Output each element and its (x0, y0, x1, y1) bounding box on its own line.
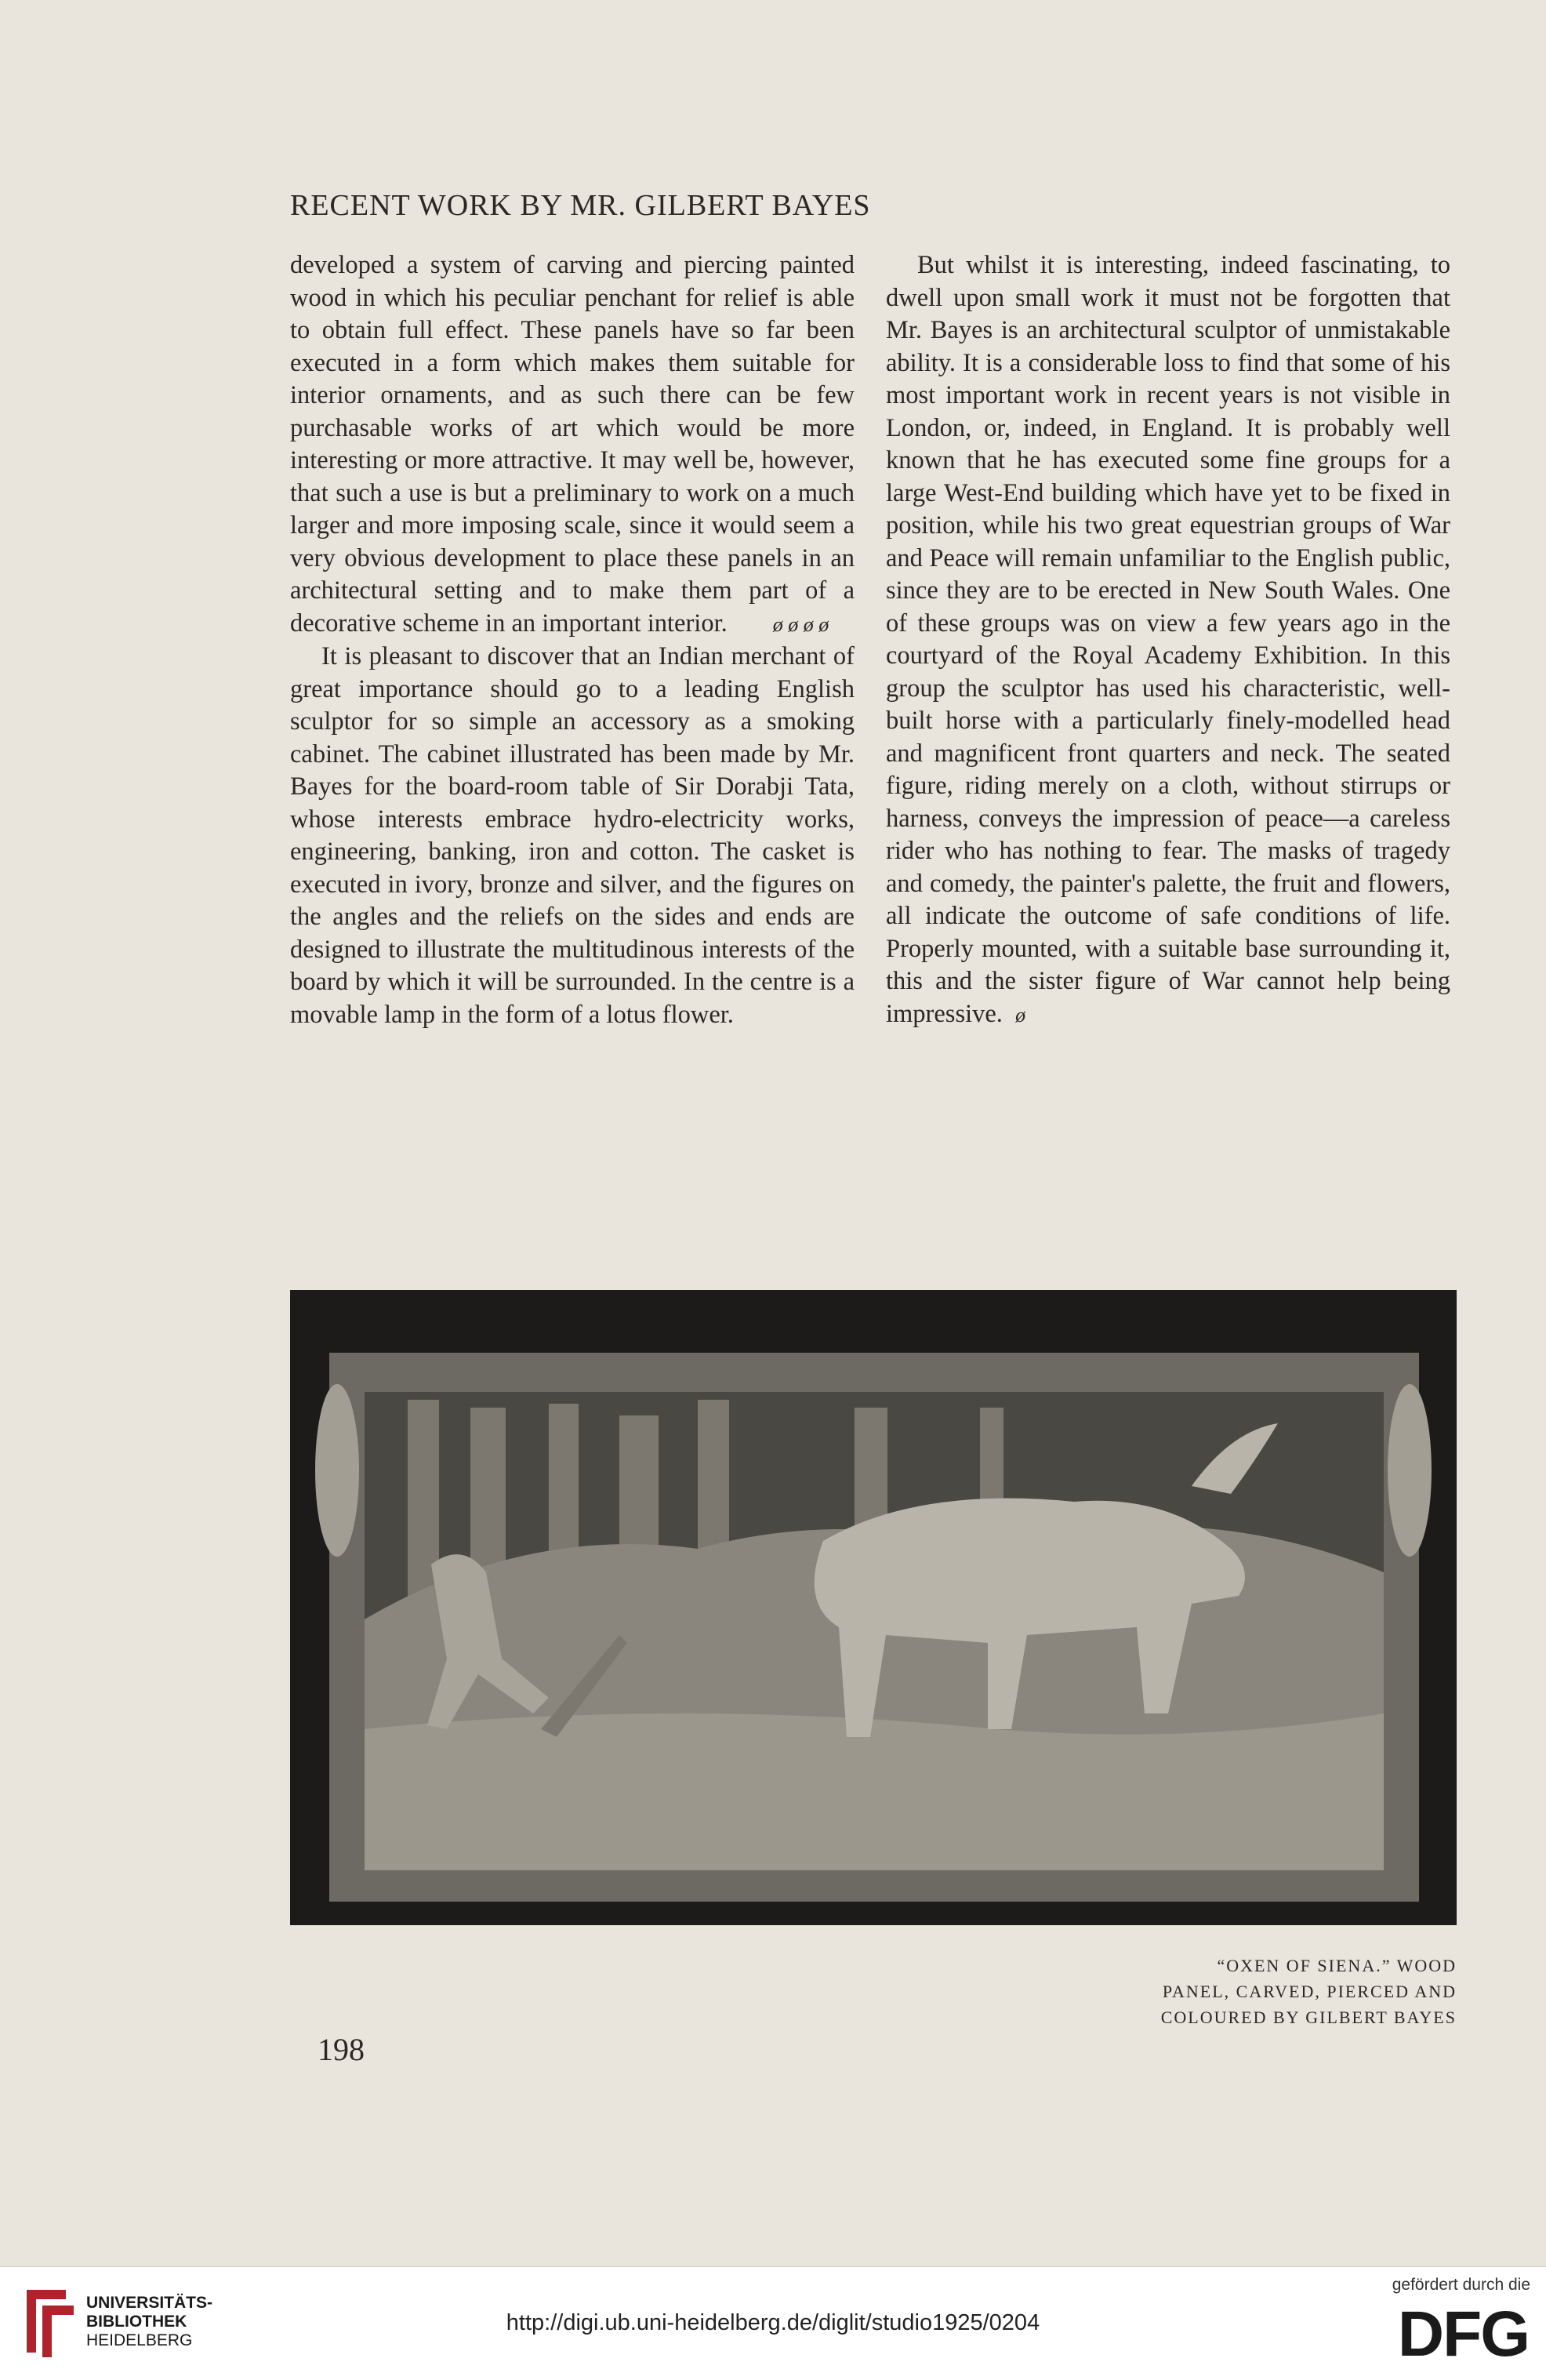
left-paragraph-1-text: developed a system of carving and piercing painted wood in which his peculiar penchant for relief is able to obtain full effect. These panels have so far been executed in a form which makes them suitable for interior ornaments, and as such there can be few purchasable works of art which would be more interesting or more attractive. It may well be, however, that such a use is but a preliminary to work on a much larger and more imposing scale, since it would seem a very obvious development to place these panels in an architectural setting and to make them part of a decorative scheme in an important interior. (290, 251, 855, 638)
ornament-glyphs: ø ø ø ø (772, 612, 829, 636)
caption-line-2: PANEL, CARVED, PIERCED AND (1162, 1982, 1457, 2001)
digitization-url[interactable]: http://digi.ub.uni-heidelberg.de/diglit/studio1925/0204 (506, 2310, 1040, 2335)
carved-panel-image (290, 1290, 1457, 1925)
right-paragraph-1 (886, 249, 1450, 1031)
right-paragraph-1-text: But whilst it is interesting, indeed fascinating, to dwell upon small work it must not be forgotten that Mr. Bayes is an architectural sculptor of unmistakable ability. It is a considerable loss to find that some of his most important work in recent years is not visible in London, or, indeed, in England. It is probably well known that he has executed some fine groups for a large West-End building which have yet to be fixed in position, while his two great equestrian groups of War and Peace will remain unfamiliar to the English public, since they are to be erected in New South Wales. One of these groups was on view a few years ago in the courtyard of the Royal Academy Exhibition. In this group the sculptor has used his characteristic, well-built horse with a particularly finely-modelled head and magnificent front quarters and neck. The seated figure, riding merely on a cloth, without stirrups or harness, conveys the impression of peace—a careless rider who has nothing to fear. The masks of tragedy and comedy, the painter's palette, the fruit and flowers, all indicate the outcome of safe conditions of life. Properly mounted, with a suitable base surrounding it, this and the sister figure of War cannot help being impressive. (886, 251, 1450, 1028)
caption-line-3: COLOURED BY GILBERT BAYES (1160, 2008, 1457, 2027)
library-line-2: BIBLIOTHEK (86, 2313, 187, 2331)
ornament-glyph: ø (1015, 1003, 1026, 1026)
dfg-logo: DFG (1397, 2298, 1529, 2370)
library-line-3: HEIDELBERG (86, 2331, 193, 2349)
left-paragraph-2: It is pleasant to discover that an Indian merchant of great importance should go to a leading English sculptor for so simple an accessory as a smoking cabinet. The cabinet illustrated has been made by Mr. Bayes for the board-room table of Sir Dorabji Tata, whose interests embrace hydro-electricity works, engineering, banking, iron and cotton. The casket is executed in ivory, bronze and silver, and the figures on the angles and the reliefs on the sides and ends are designed to illustrate the multitudinous interests of the board by which it will be surrounded. In the centre is a movable lamp in the form of a lotus flower. (290, 642, 855, 1029)
library-line-1: UNIVERSITÄTS- (86, 2294, 213, 2312)
funding-label: gefördert durch die (1392, 2276, 1530, 2294)
running-head: RECENT WORK BY MR. GILBERT BAYES (290, 189, 871, 222)
illustration-oxen-panel (290, 1290, 1457, 1925)
left-column (290, 249, 855, 1031)
page-number: 198 (318, 2032, 365, 2067)
caption-line-1: “OXEN OF SIENA.” WOOD (1217, 1956, 1457, 1975)
right-column (886, 249, 1450, 1031)
left-paragraph-1 (290, 249, 855, 641)
figure-caption (1082, 1953, 1457, 2030)
